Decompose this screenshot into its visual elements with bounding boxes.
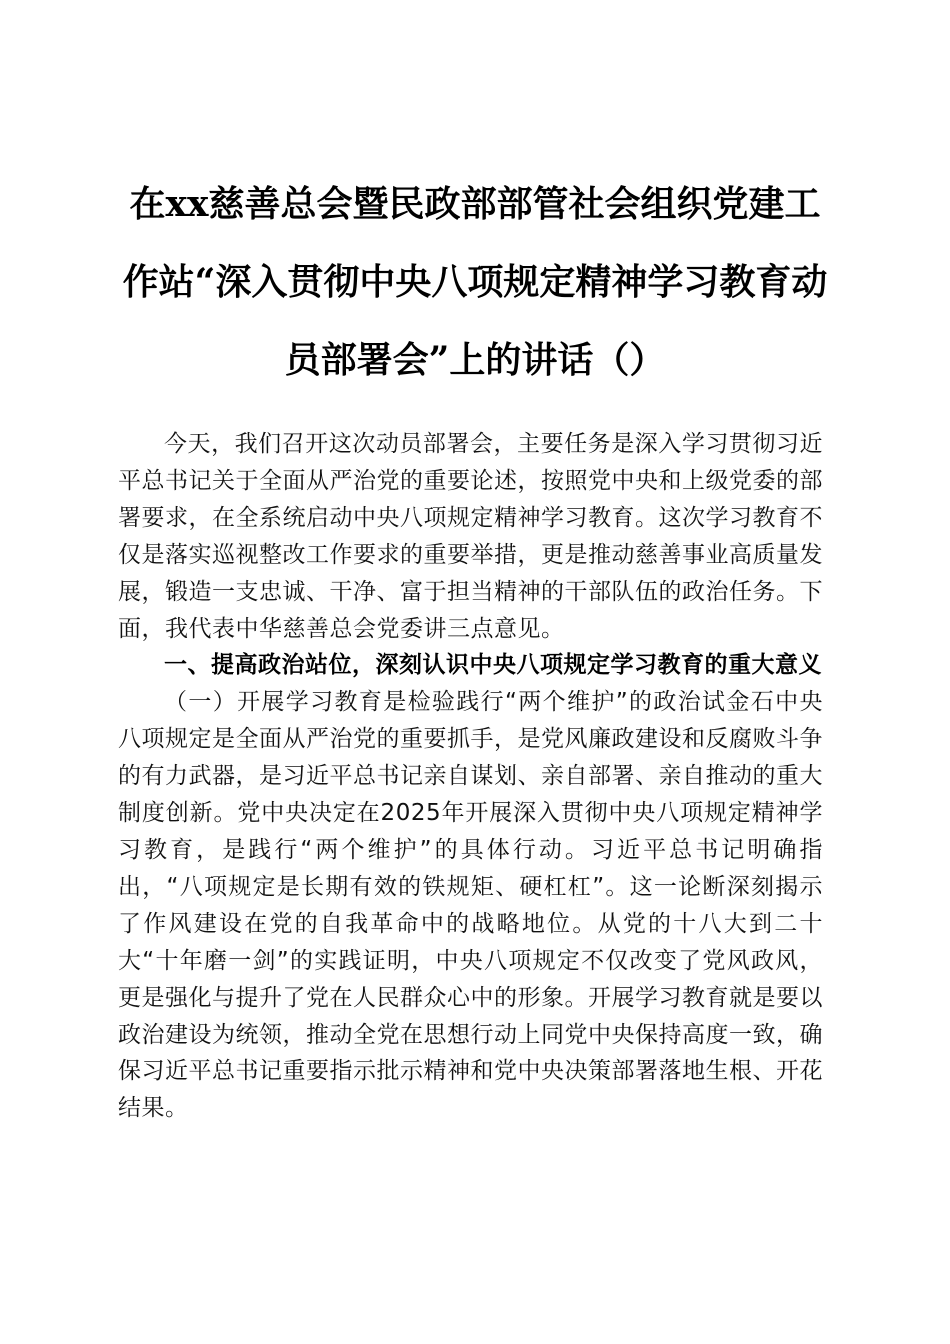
section-heading-1: 一、提高政治站位，深刻认识中央八项规定学习教育的重大意义 (164, 652, 822, 679)
section-1-paragraph: （一）开展学习教育是检验践行“两个维护”的政治试金石中央八项规定是全面从严治党的重要抓手，是党风廉政建设和反腐败斗争的有力武器，是习近平总书记亲自谋划、亲自部署、亲自推动的重大制度创新。党中央决定在2025年开展深入贯彻中央八项规定精神学习教育，是践行“两个维护”的具体行动。习近平总书记明确指出，“八项规定是长期有效的铁规矩、硬杠杠”。这一论断深刻揭示了作风建设在党的自我革命中的战略地位。从党的十八大到二十大“十年磨一剑”的实践证明，中央八项规定不仅改变了党风政风，更是强化与提升了党在人民群众心中的形象。开展学习教育就是要以政治建设为统领，推动全党在思想行动上同党中央保持高度一致，确保习近平总书记重要指示批示精神和党中央决策部署落地生根、开花结果。 (118, 689, 823, 1122)
title-line-2: 作站“深入贯彻中央八项规定精神学习教育动 (122, 261, 828, 303)
document-body (118, 426, 823, 1127)
document-title (110, 165, 840, 399)
title-line-3: 员部署会”上的讲话（） (284, 339, 666, 381)
intro-paragraph: 今天，我们召开这次动员部署会，主要任务是深入学习贯彻习近平总书记关于全面从严治党的重要论述，按照党中央和上级党委的部署要求，在全系统启动中央八项规定精神学习教育。这次学习教育不仅是落实巡视整改工作要求的重要举措，更是推动慈善事业高质量发展，锻造一支忠诚、干净、富于担当精神的干部队伍的政治任务。下面，我代表中华慈善总会党委讲三点意见。 (118, 431, 823, 642)
title-line-1: 在xx慈善总会暨民政部部管社会组织党建工 (129, 183, 821, 225)
